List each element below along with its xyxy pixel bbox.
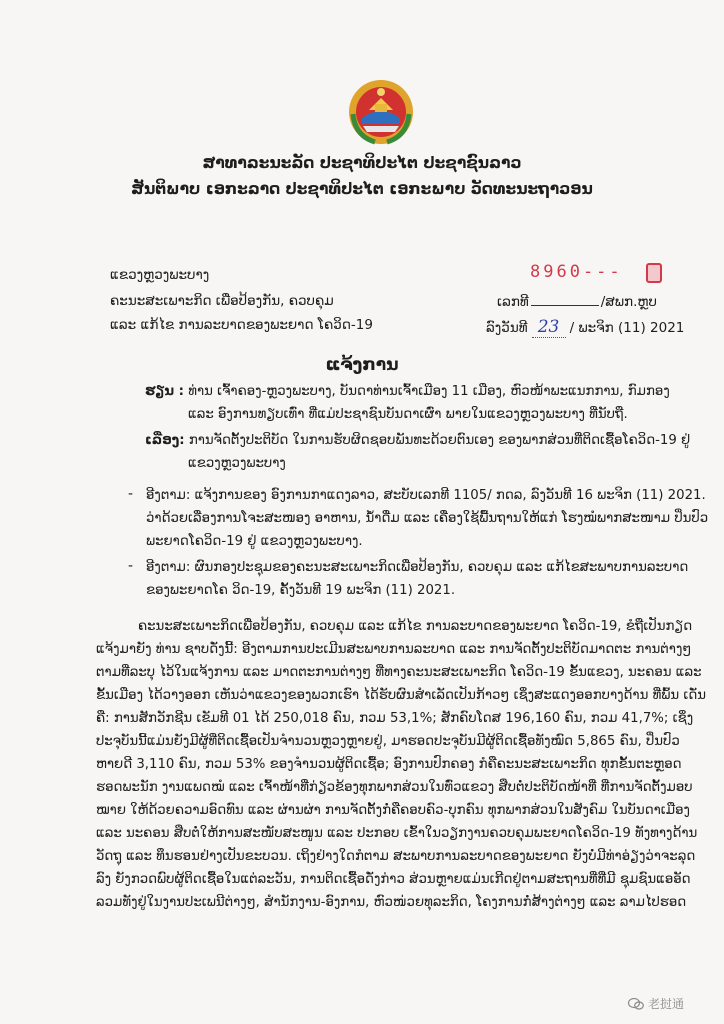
body-line-9: ໝາຍ ໃຫ້ດ້ວຍຄວາມອົດທົນ ແລະ ຜ່ານຜ່າ ການຈັດຕັ້ງກໍ່ຄືຄອບຄົວ-ບຸກຄົນ ທຸກພາກສ່ວນໃນສັງຄົມ ໃນບັນດາເມືອງ xyxy=(96,803,690,818)
ref-prefix: ເລກທີ xyxy=(497,294,529,310)
sender-committee: ຄະນະສະເພາະກິດ ເພື່ອປ້ອງກັນ, ຄວບຄຸມ xyxy=(110,293,334,309)
subject-line-1 xyxy=(145,430,690,453)
body-line-1: ຄະນະສະເພາະກິດເພື່ອປ້ອງກັນ, ຄວບຄຸມ ແລະ ແກ້ໄຂ ການລະບາດຂອງພະຍາດ ໂຄວິດ-19, ຂໍຖືເປັນກຽດ xyxy=(138,619,693,634)
document-number-stamp: 8960--- xyxy=(530,262,623,282)
ref-2-line-2: ຂອງພະຍາດໂຄ ວິດ-19, ຄັ້ງວັນທີ 19 ພະຈິກ (11) 2021. xyxy=(146,583,456,598)
lao-national-emblem-icon xyxy=(345,78,417,146)
body-line-3: ຕາມທີ່ລະບຸ ໄວ້ໃນແຈ້ງການ ແລະ ມາດຕະການຕ່າງໆ ທີ່ທາງຄະນະສະເພາະກິດ ໂຄວິດ-19 ຂັ້ນແຂວງ, ນະຄອນ ແລະ xyxy=(96,665,702,680)
to-text-1: ທ່ານ ເຈົ້າຄອງ-ຫຼວງພະບາງ, ບັນດາທ່ານເຈົ້າເມືອງ 11 ເມືອງ, ຫົວໜ້າພະແນກການ, ກົມກອງ xyxy=(188,384,670,399)
date-line xyxy=(486,317,684,338)
ref-1-line-1: ອີງຕາມ: ແຈ້ງການຂອງ ອົງການກາແດງລາວ, ສະບັບເລກທີ 1105/ ກດລ, ລົງວັນທີ 16 ພະຈິກ (11) 2021. xyxy=(146,488,706,503)
date-suffix: / ພະຈິກ (11) 2021 xyxy=(569,320,685,336)
subject-label: ເລື່ອງ: xyxy=(145,433,185,448)
body-line-7: ຫາຍດີ 3,110 ຄົນ, ກວມ 53% ຂອງຈຳນວນຜູ້ຕິດເຊື້ອ; ອົງການປົກຄອງ ກໍຄືຄະນະສະເພາະກິດ ທຸກຂັ້ນຕະຫຼອດ xyxy=(96,757,682,772)
ref-2-line-1: ອີງຕາມ: ຜົນກອງປະຊຸມຂອງຄະນະສະເພາະກິດເພື່ອປ້ອງກັນ, ຄວບຄຸມ ແລະ ແກ້ໄຂສະພາບການລະບາດ xyxy=(146,560,689,575)
sender-committee-cont: ແລະ ແກ້ໄຂ ການລະບາດຂອງພະຍາດ ໂຄວິດ-19 xyxy=(110,317,373,333)
reference-number-line xyxy=(497,293,657,310)
header-motto: ສັນຕິພາບ ເອກະລາດ ປະຊາທິປະໄຕ ເອກະພາບ ວັດທະນະຖາວອນ xyxy=(131,180,593,198)
date-day-handwritten: 23 xyxy=(532,317,566,338)
body-line-4: ຂັ້ນເມືອງ ໄດ້ວາງອອກ ເຫັນວ່າແຂວງຂອງພວກເຮົາ ໄດ້ຮັບຜົນສໍາເລັດເປັນກ້າວໆ ເຊິ່ງສະແດງອອກບາງດ້ານ ທີ່ພົ້ນ ເດັ່ນ xyxy=(96,688,707,703)
wechat-icon xyxy=(628,998,644,1010)
to-label: ຮຽນ : xyxy=(145,384,184,399)
ref-blank xyxy=(531,293,599,306)
body-line-2: ແຈ້ງມາຍັງ ທ່ານ ຊາບດັ່ງນີ້: ອີງຕາມການປະເມີນສະພາບການລະບາດ ແລະ ການຈັດຕັ້ງປະຕິບັດມາດຕະ ການຕ່າງໆ xyxy=(96,642,692,657)
body-line-10: ແລະ ນະຄອນ ສືບຕໍ່ໃຫ້ການສະໜັບສະໜູນ ແລະ ປະກອບ ເຂົ້າໃນວຽກງານຄວບຄຸມພະຍາດໂຄວິດ-19 ທັງທາງດ້ານ xyxy=(96,826,698,841)
body-line-13: ລວມທັງຢູ່ໃນງານປະເພນີຕ່າງໆ, ສໍານັກງານ-ອົງການ, ຫົວໜ່ວຍທຸລະກິດ, ໂຄງການກໍ່ສ້າງຕ່າງໆ ແລະ ລາມໄປຮອດ xyxy=(96,895,687,910)
ref-suffix: /ສພກ.ຫຼບ xyxy=(600,294,657,310)
ref-1-line-2: ວ່າດ້ວຍເລື່ອງການໂຈະສະໜອງ ອາຫານ, ນ້ຳດື່ມ ແລະ ເຄື່ອງໃຊ້ພື້ນຖານໃຫ້ແກ່ ໂຮງໝໍພາກສະໜາມ ປິ່ນປົວ xyxy=(146,511,709,526)
sender-province: ແຂວງຫຼວງພະບາງ xyxy=(110,267,210,283)
date-prefix: ລົງວັນທີ xyxy=(486,320,528,336)
body-line-6: ປະຈຸບັນນີ້ແມ່ນຍັງມີຜູ້ທີ່ຕິດເຊື້ອເປັນຈຳນວນຫຼວງຫຼາຍຢູ່, ມາຮອດປະຈຸບັນມີຜູ້ຕິດເຊື້ອທັງໝົດ 5,865 ຄົນ, ປິ່ນປົວ xyxy=(96,734,680,749)
stamp-mark xyxy=(646,263,662,283)
ref-1-bullet: - xyxy=(128,486,134,502)
header-country-name: ສາທາລະນະລັດ ປະຊາທິປະໄຕ ປະຊາຊົນລາວ xyxy=(202,154,522,172)
body-line-12: ລົງ ຍັງກວດພົບຜູ້ຕິດເຊື້ອໃນແຕ່ລະວັນ, ການຕິດເຊື້ອດັ່ງກ່າວ ສ່ວນຫຼາຍແມ່ນເກີດຢູ່ຕາມສະຖານທີ່ທີ່ມີ ຊຸມຊົນແອອັດ xyxy=(96,872,691,887)
body-line-5: ຄື: ການສັກວັກຊີນ ເຂັມທີ 01 ໄດ້ 250,018 ຄົນ, ກວມ 53,1%; ສັກຄົບໂດສ 196,160 ຄົນ, ກວມ 41,7%; ເຊິ່ງ xyxy=(96,711,694,726)
subject-line-2: ແຂວງຫຼວງພະບາງ xyxy=(188,456,286,471)
subject-text-1: ການຈັດຕັ້ງປະຕິບັດ ໃນການຮັບຜິດຊອບພັນທະດ້ວຍຕົນເອງ ຂອງພາກສ່ວນທີ່ຕິດເຊື້ອໂຄວິດ-19 ຢູ່ xyxy=(188,433,691,448)
ref-2-bullet: - xyxy=(128,558,134,574)
body-line-11: ວັດຖຸ ແລະ ທຶນຮອນຢ່າງເປັນຂະບວນ. ເຖິງຢ່າງໃດກໍຕາມ ສະພາບການລະບາດຂອງພະຍາດ ຍັງບໍ່ມີທ່າອ່ຽງວ່າຈະລຸດ xyxy=(96,849,696,864)
body-line-8: ຮອດພະນັກ ງານແພດໝໍ ແລະ ເຈົ້າໜ້າທີ່ກ່ຽວຂ້ອງທຸກພາກສ່ວນໃນທົ່ວແຂວງ ສືບຕໍ່ປະຕິບັດໜ້າທີ່ ທີ່ການຈັດຕັ້ງມອບ xyxy=(96,780,693,795)
watermark xyxy=(628,995,684,1012)
document-title: ແຈ້ງການ xyxy=(325,355,399,375)
to-line-1 xyxy=(145,381,670,404)
to-line-2: ແລະ ອົງການທຽບເທົ່າ ທີ່ແມ່ປະຊາຊົນບັນດາເຜົ່າ ພາຍໃນແຂວງຫຼວງພະບາງ ທີ່ນັບຖື. xyxy=(188,407,628,422)
ref-1-line-3: ພະຍາດໂຄວິດ-19 ຢູ່ ແຂວງຫຼວງພະບາງ. xyxy=(146,534,363,549)
watermark-text: 老挝通 xyxy=(648,997,685,1011)
